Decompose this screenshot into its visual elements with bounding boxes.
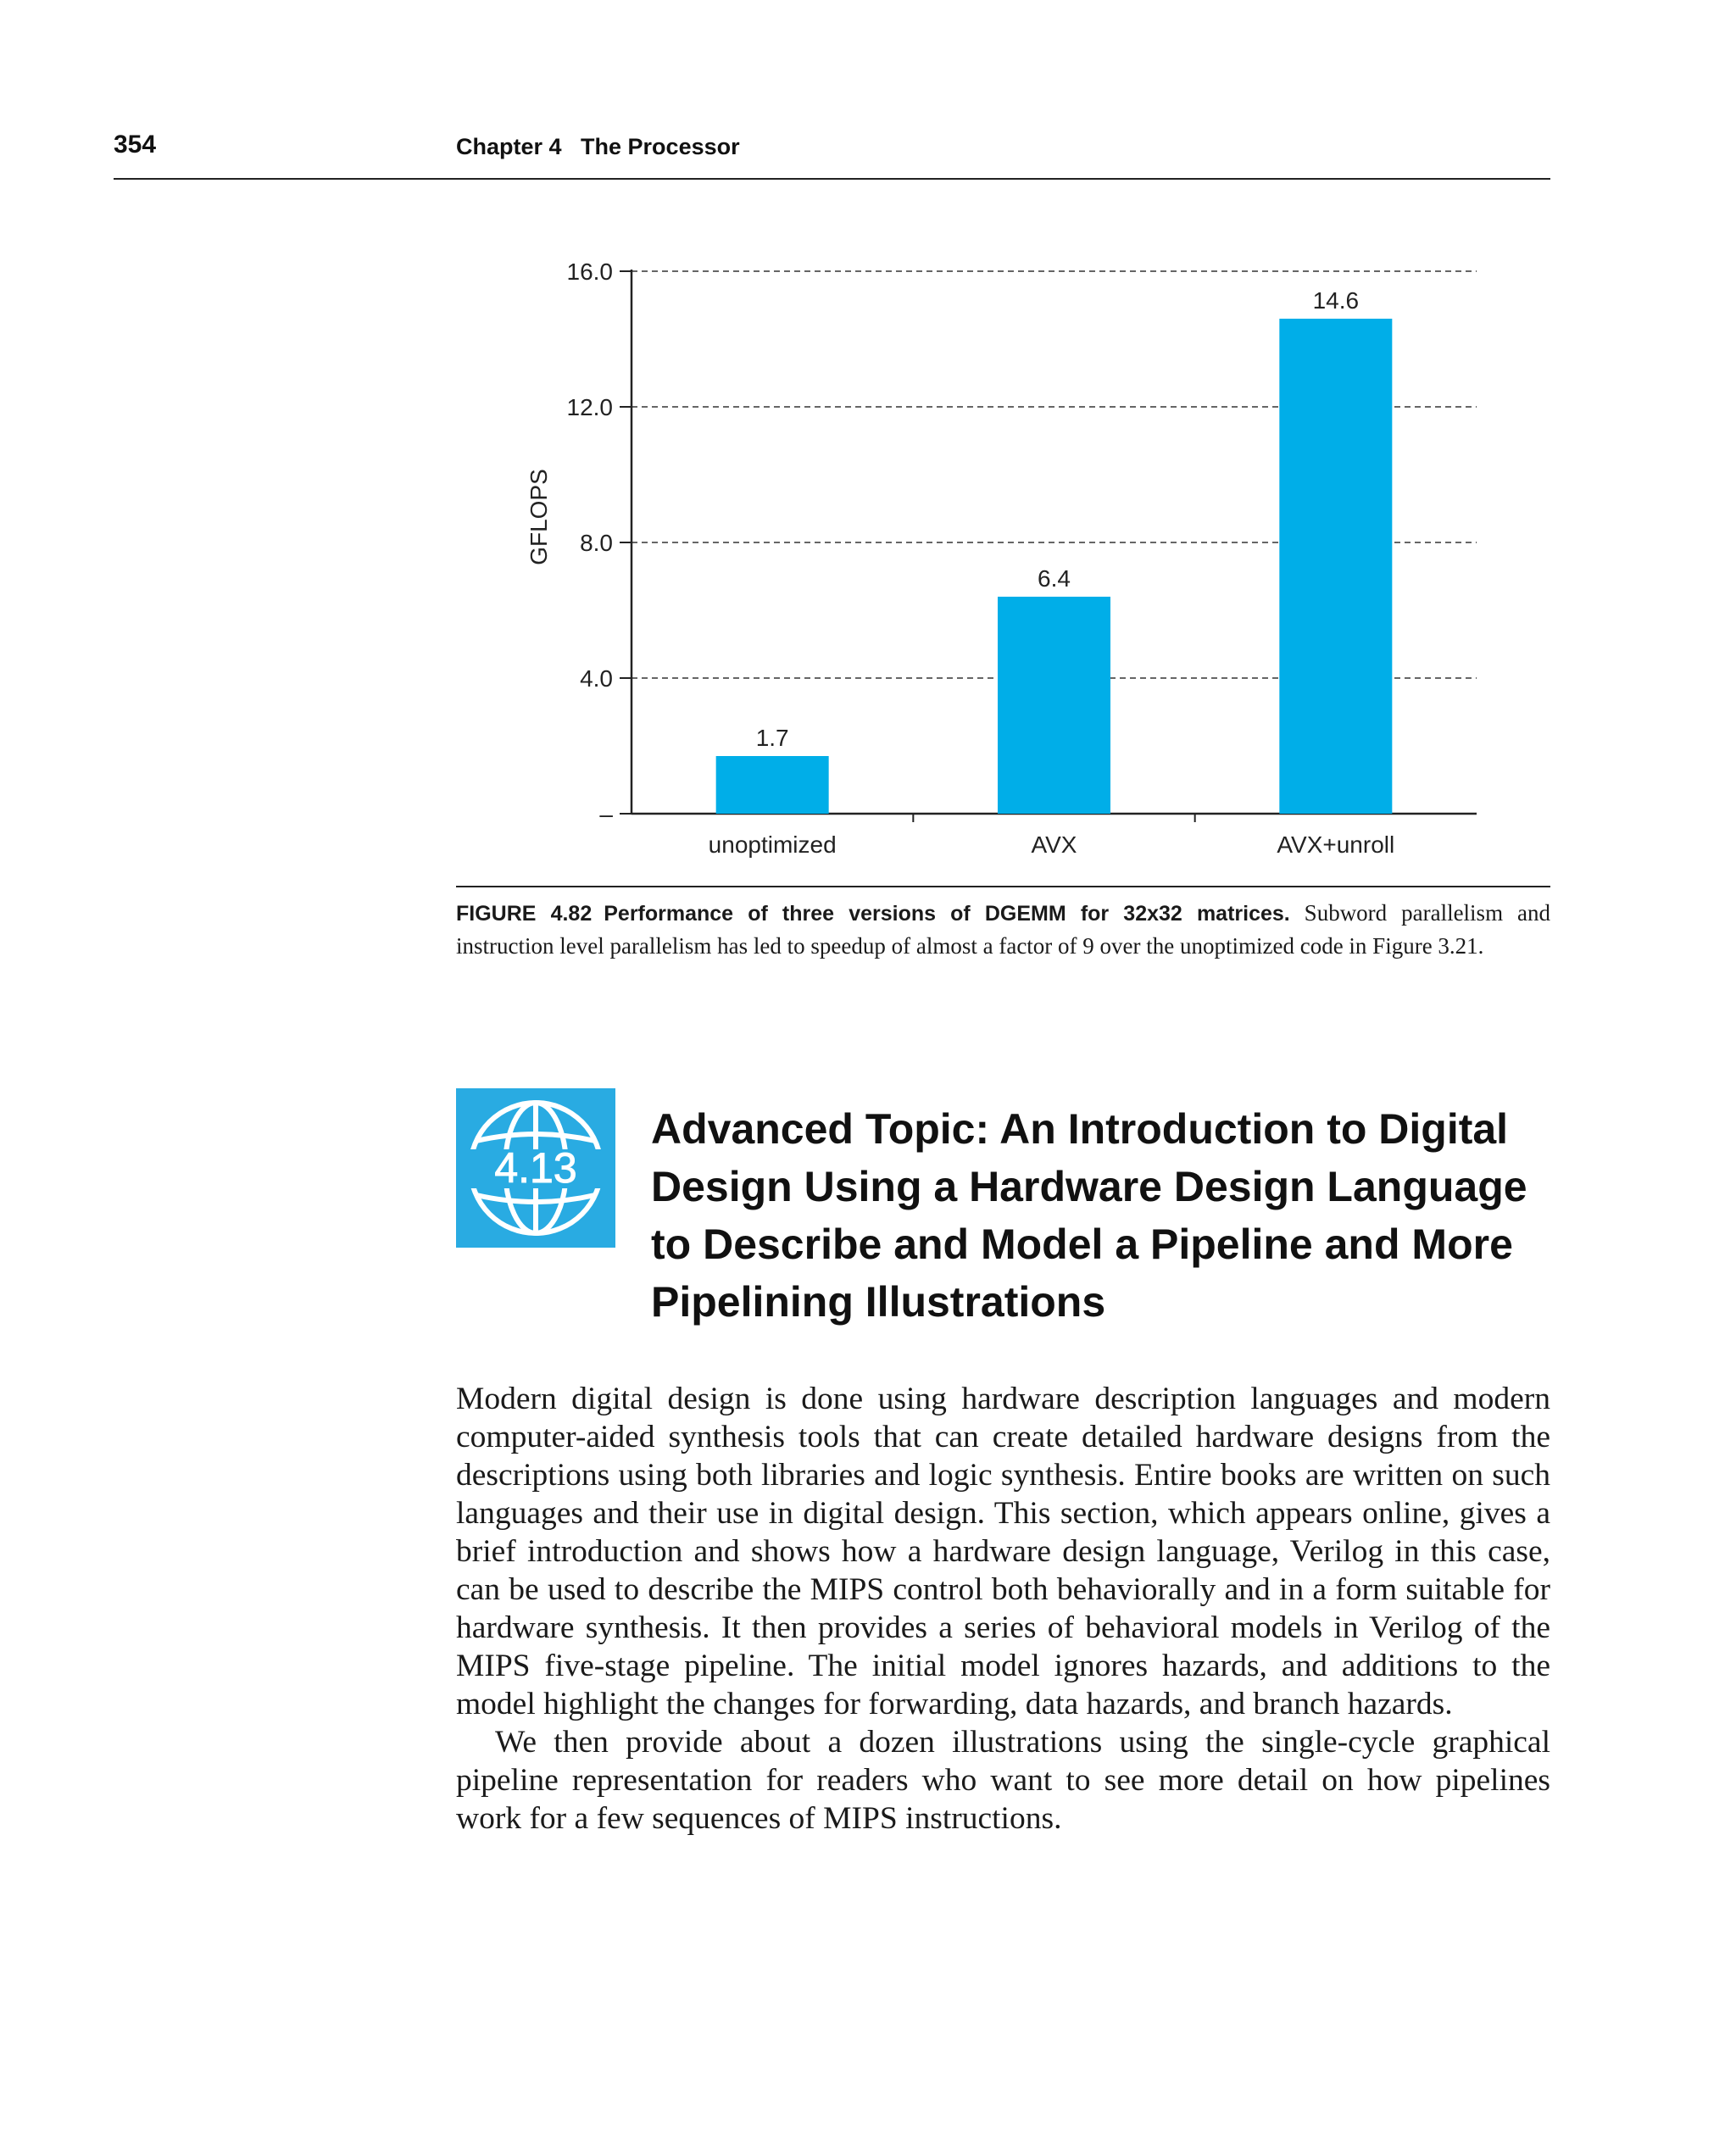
body-text bbox=[456, 1380, 1550, 1838]
figure-caption bbox=[456, 897, 1550, 962]
section-heading: Advanced Topic: An Introduction to Digital Design Using a Hardware Design Language to Describe and Model a Pipeline and More Pipelining Illustrations bbox=[651, 1105, 1527, 1326]
page-number: 354 bbox=[114, 131, 157, 158]
body-paragraph: We then provide about a dozen illustrations using the single-cycle graphical pipeline representation for readers who want to see more detail on how pipelines work for a few sequences of MIPS instructions. bbox=[456, 1725, 1550, 1836]
body-paragraph: Modern digital design is done using hardware description languages and modern computer-aided synthesis tools that can create detailed hardware designs from the descriptions using both libraries and logic synthesis. Entire books are written on such languages and their use in digital design. This section, which appears online, gives a brief introduction and shows how a hardware design language, Verilog in this case, can be used to describe the MIPS control both behaviorally and in a form suitable for hardware synthesis. It then provides a series of behavioral models in Verilog of the MIPS five-stage pipeline. The initial model ignores hazards, and additions to the model highlight the changes for forwarding, data hazards, and branch hazards. bbox=[456, 1382, 1550, 1721]
bar bbox=[998, 597, 1110, 814]
y-tick-label: 12.0 bbox=[566, 394, 613, 420]
x-category-label: AVX+unroll bbox=[1277, 831, 1395, 858]
y-tick-label: – bbox=[599, 801, 613, 827]
figure-rule bbox=[456, 886, 1550, 887]
gflops-bar-chart bbox=[509, 246, 1492, 873]
bar bbox=[1279, 319, 1392, 814]
section-number: 4.13 bbox=[494, 1144, 577, 1192]
data-label: 6.4 bbox=[1038, 565, 1071, 592]
header-rule bbox=[114, 178, 1550, 180]
bar bbox=[716, 756, 829, 814]
data-label: 14.6 bbox=[1312, 287, 1360, 314]
running-head: Chapter 4 The Processor bbox=[456, 134, 740, 159]
y-tick-label: 8.0 bbox=[580, 530, 613, 556]
figure-text: Subword parallelism and instruction level parallelism has led to speedup of almost a factor of 9 over the unoptimized code in Figure 3.21. bbox=[456, 900, 1550, 959]
figure-title: Performance of three versions of DGEMM for 32x32 matrices. bbox=[604, 902, 1290, 926]
figure-label: FIGURE 4.82 bbox=[456, 902, 593, 926]
y-axis-label: GFLOPS bbox=[526, 469, 552, 565]
x-category-label: AVX bbox=[1031, 831, 1077, 858]
section-badge-globe-icon bbox=[456, 1088, 615, 1248]
y-tick-label: 4.0 bbox=[580, 665, 613, 692]
data-label: 1.7 bbox=[755, 725, 789, 751]
y-tick-label: 16.0 bbox=[566, 259, 613, 285]
x-category-label: unoptimized bbox=[708, 831, 837, 858]
